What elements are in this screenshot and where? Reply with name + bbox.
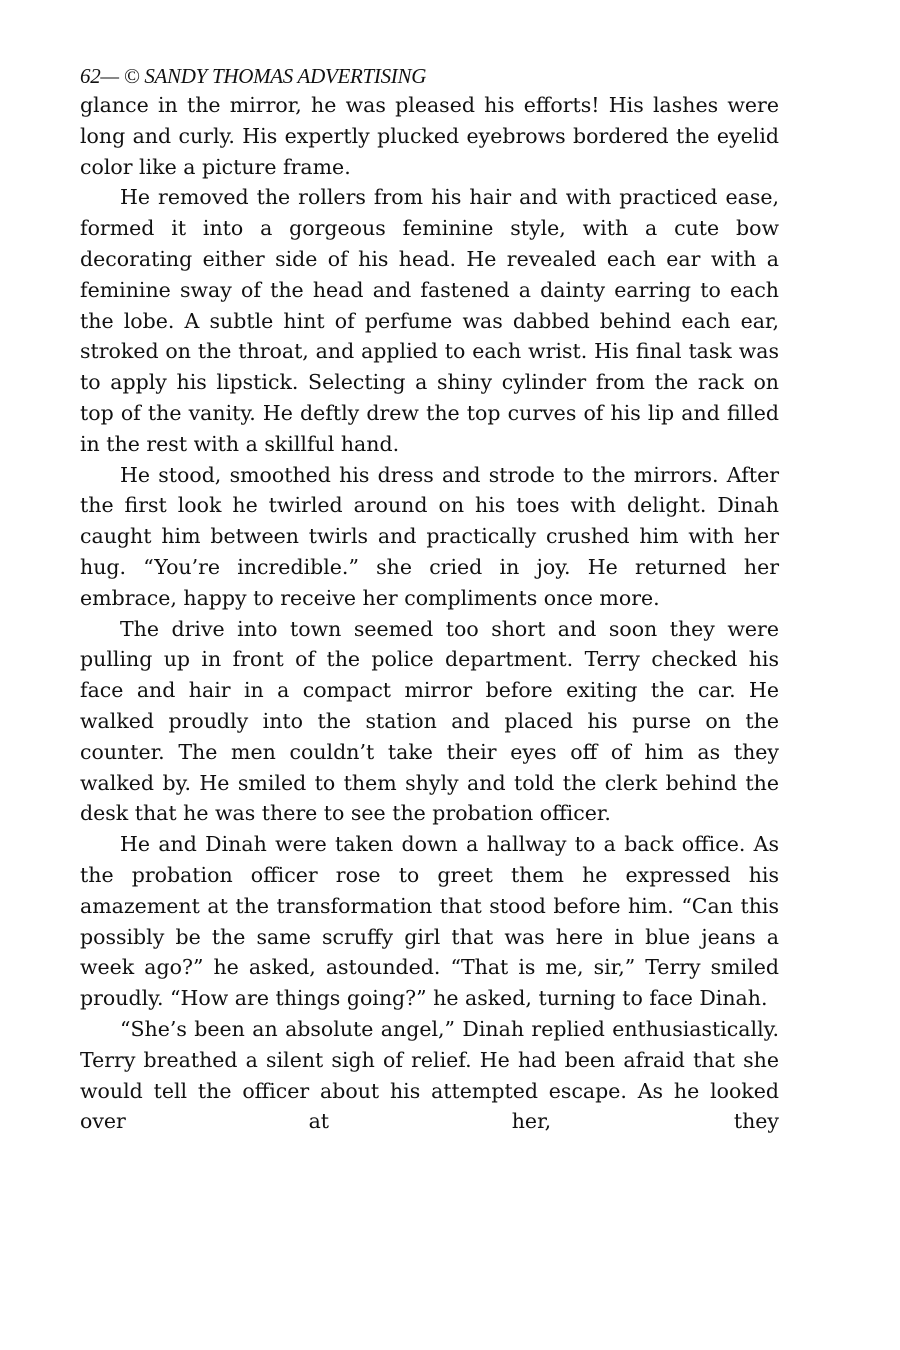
body-text [80,90,779,1137]
paragraph: glance in the mirror, he was pleased his efforts! His lashes were long and curly. His expertly plucked eyebrows bordered the eyelid color like a picture frame. [80,93,779,179]
running-header: 62— © SANDY THOMAS ADVERTISING [80,64,427,88]
paragraph: He removed the rollers from his hair and with practiced ease, formed it into a gorgeous feminine style, with a cute bow decorating either side of his head. He revealed each ear with a feminine sway of the head and fastened a dainty earring to each the lobe. A subtle hint of perfume was dabbed behind each ear, stroked on the throat, and applied to each wrist. His final task was to apply his lipstick. Selecting a shiny cylinder from the rack on top of the vanity. He deftly drew the top curves of his lip and filled in the rest with a skillful hand. [80,185,779,456]
paragraph: “She’s been an absolute angel,” Dinah replied enthusiastically. Terry breathed a silent sigh of relief. He had been afraid that she would tell the officer about his attempted escape. As he looked over at her, they [80,1016,779,1134]
paragraph: He and Dinah were taken down a hallway to a back office. As the probation officer rose to greet them he expressed his amazement at the transformation that stood before him. “Can this possibly be the same scruffy girl that was here in blue jeans a week ago?” he asked, astounded. “That is me, sir,” Terry smiled proudly. “How are things going?” he asked, turning to face Dinah. [80,832,779,1011]
paragraph: The drive into town seemed too short and soon they were pulling up in front of the police department. Terry checked his face and hair in a compact mirror before exiting the car. He walked proudly into the station and placed his purse on the counter. The men couldn’t take their eyes off of him as they walked by. He smiled to them shyly and told the clerk behind the desk that he was there to see the probation officer. [80,616,779,826]
book-page [80,62,779,1137]
paragraph: He stood, smoothed his dress and strode to the mirrors. After the first look he twirled around on his toes with delight. Dinah caught him between twirls and practically crushed him with her hug. “You’re incredible.” she cried in joy. He returned her embrace, happy to receive her compliments once more. [80,462,779,610]
